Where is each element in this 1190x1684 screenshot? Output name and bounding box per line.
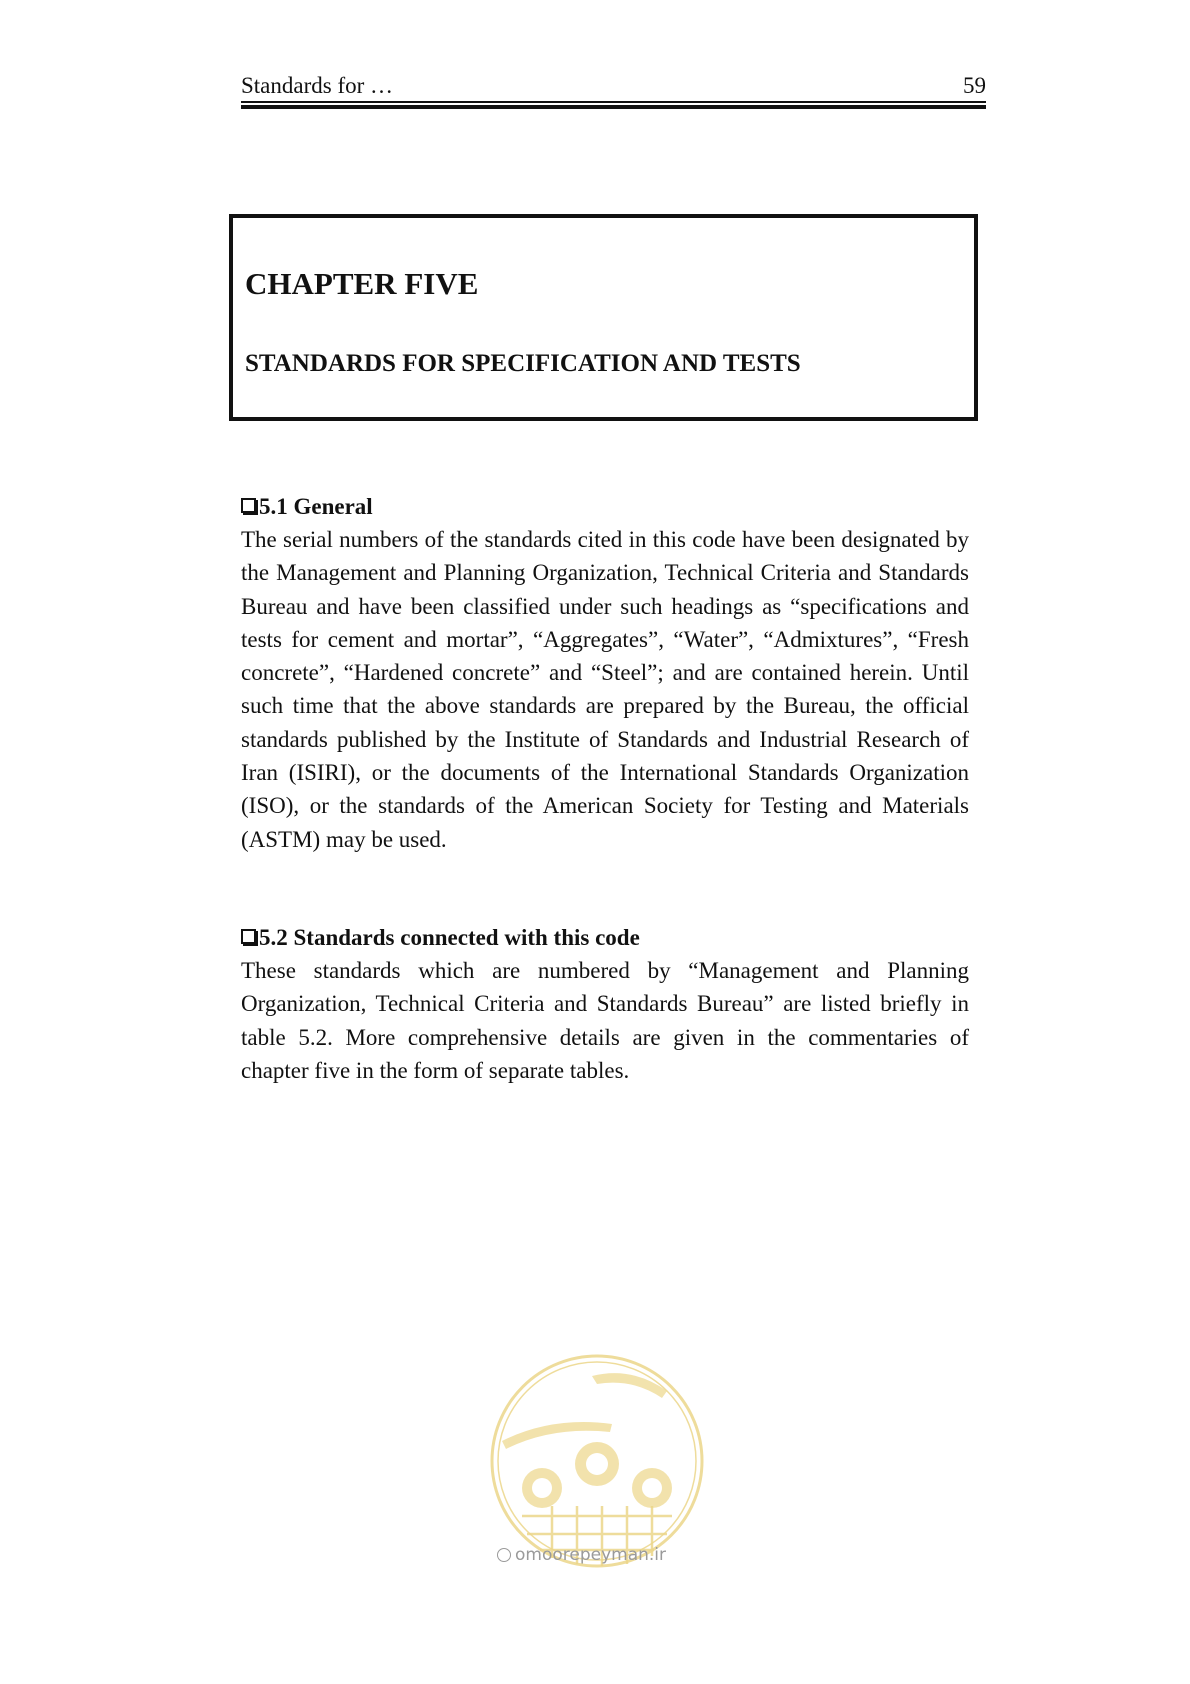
page-number: 59 [963,73,986,98]
section-5-1 [241,490,969,856]
section-heading [241,490,969,523]
watermark-url-text: omoorepeyman.ir [515,1545,667,1565]
section-5-2 [241,921,969,1087]
running-header-row [241,70,986,100]
chapter-title-box [229,214,978,421]
section-heading-text: 5.1 General [259,494,373,519]
section-body: The serial numbers of the standards cited in this code have been designated by the Management and Planning Organization, Technical Criteria and Standards Bureau and have been classified under such headings as “specifications and tests for cement and mortar”, “Aggregates”, “Water”, “Admixtures”, “Fresh concrete”, “Hardened concrete” and “Steel”; and are contained herein. Until such time that the above standards are prepared by the Bureau, the official standards published by the Institute of Standards and Industrial Research of Iran (ISIRI), or the documents of the International Standards Organization (ISO), or the standards of the American Society for Testing and Materials (ASTM) may be used. [241,527,969,852]
section-body: These standards which are numbered by “Management and Planning Organization, Technical Criteria and Standards Bureau” are listed briefly in table 5.2. More comprehensive details are given in the commentaries of chapter five in the form of separate tables. [241,958,969,1083]
section-heading-text: 5.2 Standards connected with this code [259,925,640,950]
running-title: Standards for … [241,73,394,98]
watermark-logo [482,1346,712,1576]
shadow-box-bullet-icon [241,929,256,944]
section-heading [241,921,969,954]
header-rule-thin [241,101,986,103]
chapter-title: CHAPTER FIVE [245,266,479,301]
watermark-url [497,1545,697,1565]
chapter-subtitle: STANDARDS FOR SPECIFICATION AND TESTS [245,350,801,377]
shadow-box-bullet-icon [241,498,256,513]
globe-icon [497,1548,511,1562]
header-rule-thick [241,105,986,109]
